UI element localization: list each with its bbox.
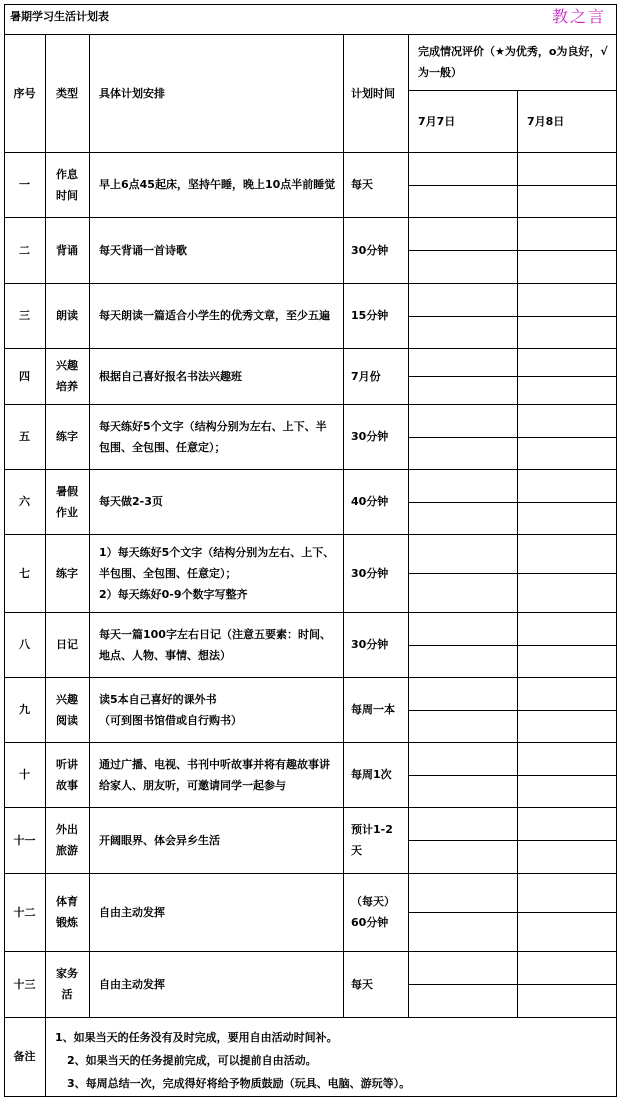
row-index: 十 [19,768,30,781]
table-border [4,951,617,952]
row-time: 30分钟 [351,638,389,651]
row-plan: 通过广播、电视、书刊中听故事并将有趣故事讲给家人、朋友听，可邀请同学一起参与 [99,757,330,792]
row-plan: 每天朗读一篇适合小学生的优秀文章，至少五遍 [99,309,330,322]
table-border [616,4,617,1097]
row-index: 二 [19,243,30,257]
evaluation-cell[interactable] [517,469,616,502]
table-border [89,34,90,1018]
table-border [4,807,617,808]
table-border [408,502,617,503]
row-time: 30分钟 [351,430,389,443]
evaluation-cell[interactable] [408,984,517,1017]
evaluation-cell[interactable] [517,984,616,1017]
evaluation-cell[interactable] [517,348,616,376]
row-plan: 每天做2-3页 [99,495,163,508]
header-index: 序号 [13,86,36,100]
evaluation-cell[interactable] [517,873,616,912]
row-index: 六 [19,495,30,508]
row-plan: 根据自己喜好报名书法兴趣班 [99,369,242,383]
evaluation-cell[interactable] [517,807,616,840]
evaluation-cell[interactable] [517,185,616,217]
row-time: 每天 [351,178,373,191]
row-time: 30分钟 [351,243,389,257]
row-time: 40分钟 [351,495,389,508]
row-time: 30分钟 [351,566,389,580]
evaluation-cell[interactable] [408,912,517,951]
evaluation-cell[interactable] [517,742,616,775]
table-border [408,912,617,913]
header-type: 类型 [56,86,78,100]
row-index: 十三 [13,977,36,991]
evaluation-cell[interactable] [517,404,616,437]
row-plan: 1）每天练好5个文字（结构分别为左右、上下、半包围、全包围、任意定）； 2）每天练好0-9个数字写整齐 [99,545,335,601]
evaluation-cell[interactable] [408,710,517,742]
table-border [4,152,617,153]
row-plan: 早上6点45起床，坚持午睡，晚上10点半前睡觉 [99,178,336,191]
evaluation-cell[interactable] [408,250,517,283]
table-border [4,1096,617,1097]
evaluation-cell[interactable] [408,185,517,217]
row-type: 朗读 [56,309,78,322]
evaluation-cell[interactable] [408,534,517,573]
row-index: 九 [19,703,30,716]
logo-watermark: 教之言 [551,7,606,26]
evaluation-cell[interactable] [517,912,616,951]
evaluation-cell[interactable] [517,316,616,348]
row-time: 每周1次 [351,768,392,781]
table-border [4,677,617,678]
evaluation-cell[interactable] [408,573,517,612]
table-border [408,316,617,317]
header-date-2: 7月8日 [527,114,565,128]
table-border [4,534,617,535]
row-plan: 读5本自己喜好的课外书 （可到图书馆借或自行购书） [99,692,242,727]
evaluation-cell[interactable] [408,742,517,775]
table-border [408,573,617,574]
row-type: 练字 [56,566,78,580]
evaluation-cell[interactable] [408,316,517,348]
table-border [408,710,617,711]
row-time: 每天 [351,977,373,991]
evaluation-cell[interactable] [408,376,517,404]
evaluation-cell[interactable] [408,807,517,840]
row-time: 每周一本 [351,703,395,716]
evaluation-cell[interactable] [517,710,616,742]
row-type: 作息 时间 [56,167,78,202]
header-evaluation: 完成情况评价（★为优秀，o为良好，√为一般） [418,45,608,79]
notes-content [45,1017,616,1096]
evaluation-cell[interactable] [408,873,517,912]
row-index: 三 [19,309,30,322]
evaluation-cell[interactable] [408,840,517,873]
row-type: 体育 锻炼 [56,895,78,929]
evaluation-cell[interactable] [517,534,616,573]
table-border [517,90,518,1018]
row-type: 家务 活 [56,967,78,1001]
row-index: 四 [19,369,30,383]
evaluation-cell[interactable] [517,437,616,469]
table-border [408,840,617,841]
row-type: 日记 [56,638,78,651]
row-plan: 开阔眼界、体会异乡生活 [99,833,220,847]
table-border [408,645,617,646]
table-border [4,612,617,613]
row-type: 外出 旅游 [56,823,78,857]
header-plan: 具体计划安排 [99,86,165,100]
table-border [4,283,617,284]
row-index: 十一 [13,833,36,847]
evaluation-cell[interactable] [517,840,616,873]
evaluation-cell[interactable] [408,469,517,502]
table-title: 暑期学习生活计划表 [10,10,109,23]
row-type: 兴趣 培养 [56,359,78,393]
evaluation-cell[interactable] [408,645,517,677]
row-plan: 每天练好5个文字（结构分别为左右、上下、半包围、全包围、任意定）； [99,419,327,454]
row-plan: 每天背诵一首诗歌 [99,243,187,257]
table-border [408,437,617,438]
evaluation-cell[interactable] [517,283,616,316]
row-type: 背诵 [56,243,78,257]
evaluation-cell[interactable] [408,404,517,437]
row-type: 练字 [56,430,78,443]
evaluation-cell[interactable] [408,152,517,185]
table-border [4,348,617,349]
evaluation-cell[interactable] [408,437,517,469]
row-time: （每天） 60分钟 [351,895,395,929]
row-plan: 自由主动发挥 [99,905,165,919]
table-border [408,185,617,186]
row-type: 暑假 作业 [56,484,78,519]
table-border [4,404,617,405]
header-time: 计划时间 [351,86,395,100]
table-border [343,34,344,1018]
note-line: 1、如果当天的任务没有及时完成，要用自由活动时间补。 [55,1031,338,1044]
table-border [4,217,617,218]
table-border [408,376,617,377]
row-type: 兴趣 阅读 [56,692,78,727]
evaluation-cell[interactable] [517,250,616,283]
evaluation-cell[interactable] [517,573,616,612]
table-border [45,34,46,1018]
row-index: 八 [19,638,30,651]
evaluation-cell[interactable] [408,283,517,316]
evaluation-cell[interactable] [517,775,616,807]
evaluation-cell[interactable] [517,376,616,404]
table-border [4,4,5,1097]
notes-label: 备注 [13,1050,36,1063]
evaluation-cell[interactable] [517,951,616,984]
evaluation-cell[interactable] [517,217,616,250]
row-time: 7月份 [351,369,381,383]
table-border [408,34,409,1018]
evaluation-cell[interactable] [408,217,517,250]
evaluation-cell[interactable] [408,677,517,710]
evaluation-cell[interactable] [517,677,616,710]
row-type: 听讲 故事 [56,757,78,792]
note-line: 2、如果当天的任务提前完成，可以提前自由活动。 [67,1054,317,1067]
row-index: 七 [19,566,30,580]
table-border [4,34,617,35]
evaluation-cell[interactable] [408,775,517,807]
header-date-1: 7月7日 [418,114,456,128]
table-border [4,873,617,874]
evaluation-cell[interactable] [517,152,616,185]
table-border [4,4,617,5]
row-time: 15分钟 [351,309,389,322]
table-border [408,775,617,776]
note-line: 3、每周总结一次，完成得好将给予物质鼓励（玩具、电脑、游玩等）。 [67,1077,411,1090]
table-border [4,469,617,470]
table-border [408,984,617,985]
row-time: 预计1-2天 [351,823,393,857]
table-border [408,90,617,91]
table-border [4,742,617,743]
evaluation-cell[interactable] [517,645,616,677]
evaluation-cell[interactable] [408,348,517,376]
row-plan: 自由主动发挥 [99,977,165,991]
evaluation-cell[interactable] [408,502,517,534]
row-index: 一 [19,178,30,191]
row-index: 十二 [13,905,36,919]
evaluation-cell[interactable] [408,951,517,984]
evaluation-cell[interactable] [517,502,616,534]
table-border [408,250,617,251]
evaluation-cell[interactable] [517,612,616,645]
evaluation-cell[interactable] [408,612,517,645]
row-plan: 每天一篇100字左右日记（注意五要素：时间、地点、人物、事情、想法） [99,627,331,662]
row-index: 五 [19,430,30,443]
